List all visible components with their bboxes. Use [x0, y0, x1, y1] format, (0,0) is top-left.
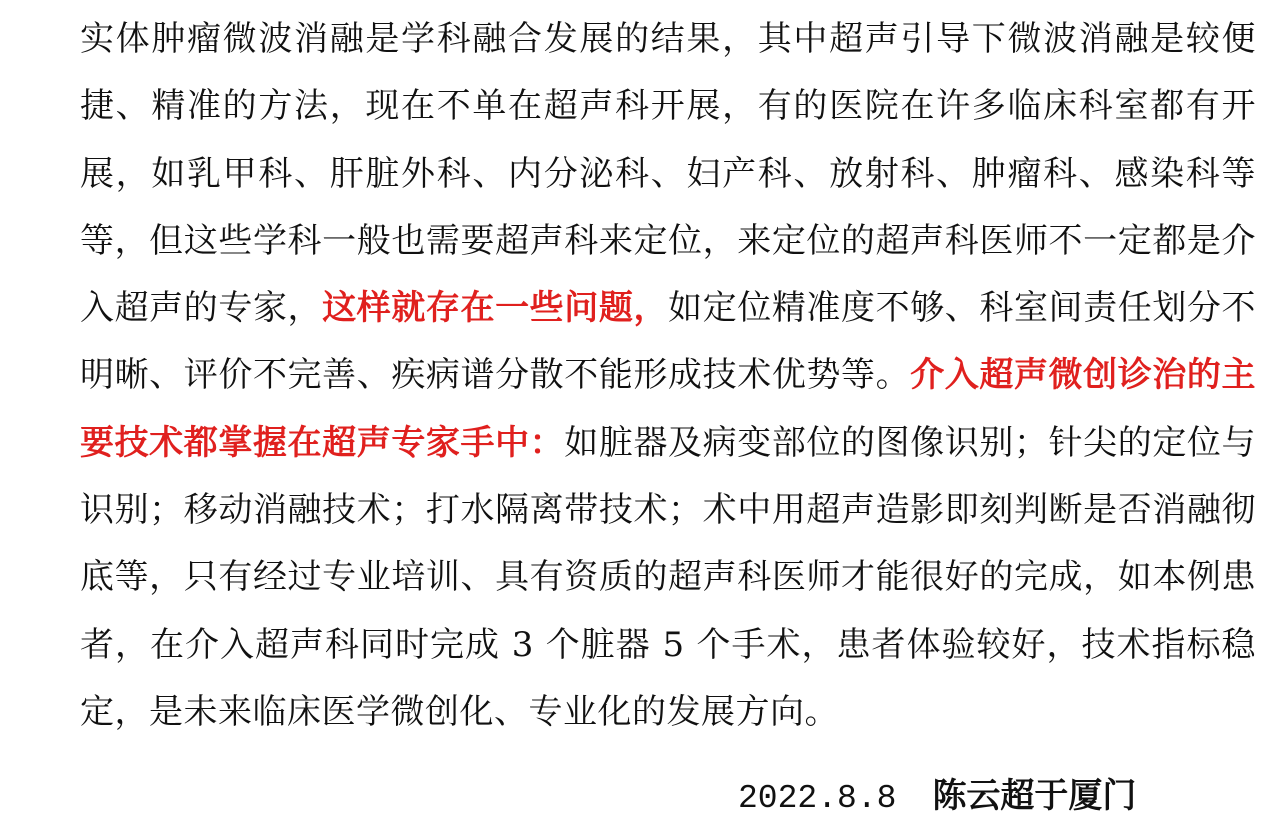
highlighted-text-key-techniques: 介入超声微创诊治的主要技术都掌握在超声专家手中： — [80, 355, 1257, 463]
text-segment-3: 如脏器及病变部位的图像识别；针尖的定位与识别；移动消融技术；打水隔离带技术；术中用超声造影即刻判断是否消融彻底等，只有经过专业培训、具有资质的超声科医师才能很好的完成，如本例患者，在介入超声科同时完成 3 个脏器 5 个手术，患者体验较好，技术指标稳定，是未来临床医学微创化、专业化的发展方向。 — [80, 422, 1257, 732]
highlighted-text-problems: 这样就存在一些问题， — [322, 288, 669, 329]
text-segment-1: 实体肿瘤微波消融是学科融合发展的结果，其中超声引导下微波消融是较便捷、精准的方法，现在不单在超声科开展，有的医院在许多临床科室都有开展，如乳甲科、肝脏外科、内分泌科、妇产科、放射科、肿瘤科、感染科等等，但这些学科一般也需要超声科来定位，来定位的超声科医师不一定都是介入超声的专家， — [80, 19, 1256, 329]
signature-date: 2022.8.8 — [738, 780, 897, 817]
signature-line — [738, 772, 1136, 823]
signature-author: 陈云超于厦门 — [932, 776, 1137, 816]
text-segment-2: 如定位精准度不够、科室间责任划分不明晰、评价不完善、疾病谱分散不能形成技术优势等。 — [80, 288, 1257, 396]
body-paragraph — [80, 6, 1256, 746]
